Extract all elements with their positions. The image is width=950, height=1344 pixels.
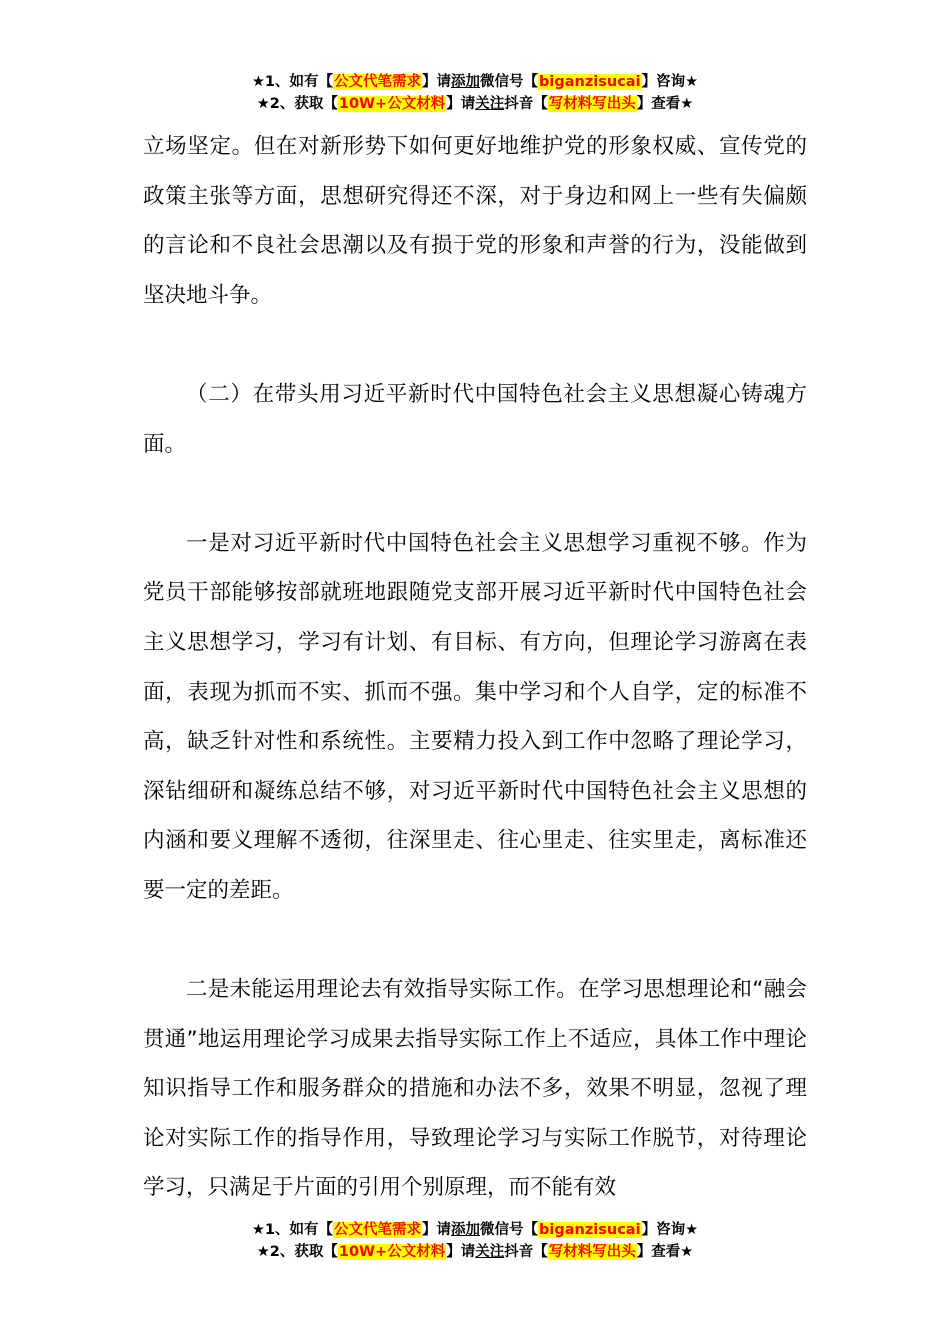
banner-text: 】请 (422, 74, 452, 90)
banner-text: ★2、获取【 (256, 96, 338, 112)
banner-text: ★2、获取【 (256, 1244, 338, 1260)
banner-text: 】查看★ (636, 1244, 694, 1260)
banner-text: ★1、如有【 (251, 1222, 334, 1238)
paragraph-continuation: 立场坚定。但在对新形势下如何更好地维护党的形象权威、宣传党的政策主张等方面，思想研究得还不深，对于身边和网上一些有失偏颇的言论和不良社会思潮以及有损于党的形象和声誉的行为，没能做到坚决地斗争。 (143, 134, 807, 308)
banner-text: 】请 (422, 1222, 452, 1238)
banner-text: ★1、如有【 (251, 74, 334, 90)
banner-text: 】咨询★ (641, 74, 699, 90)
banner-highlight: biganzisucai (539, 74, 641, 90)
banner-text: 】请 (446, 96, 476, 112)
banner-text: 抖音【 (504, 1244, 548, 1260)
banner-text: 微信号【 (480, 1222, 539, 1238)
banner-text: 】查看★ (636, 96, 694, 112)
banner-text: 】咨询★ (641, 1222, 699, 1238)
banner-text: 微信号【 (480, 74, 539, 90)
banner-line-1 (0, 71, 950, 93)
banner-highlight: 10W+公文材料 (338, 1244, 446, 1260)
banner-underline: 关注 (475, 1244, 505, 1260)
banner-highlight: 写材料写出头 (548, 96, 636, 112)
banner-line-1 (0, 1219, 950, 1241)
banner-highlight: biganzisucai (539, 1222, 641, 1238)
banner-underline: 添加 (451, 74, 481, 90)
footer-banner (0, 1219, 950, 1263)
paragraph-point-one: 一是对习近平新时代中国特色社会主义思想学习重视不够。作为党员干部能够按部就班地跟随党支部开展习近平新时代中国特色社会主义思想学习，学习有计划、有目标、有方向，但理论学习游离在表面，表现为抓而不实、抓而不强。集中学习和个人自学，定的标准不高，缺乏针对性和系统性。主要精力投入到工作中忽略了理论学习，深钻细研和凝练总结不够，对习近平新时代中国特色社会主义思想的内涵和要义理解不透彻，往深里走、往心里走、往实里走，离标准还要一定的差距。 (143, 530, 807, 903)
banner-text: 】请 (446, 1244, 476, 1260)
banner-highlight: 10W+公文材料 (338, 96, 446, 112)
banner-underline: 添加 (451, 1222, 481, 1238)
document-body (143, 122, 807, 1213)
banner-highlight: 公文代笔需求 (334, 74, 422, 90)
section-heading: （二）在带头用习近平新时代中国特色社会主义思想凝心铸魂方面。 (143, 381, 807, 457)
banner-underline: 关注 (475, 96, 505, 112)
banner-line-2 (0, 1241, 950, 1263)
banner-highlight: 写材料写出头 (548, 1244, 636, 1260)
header-banner (0, 71, 950, 115)
banner-text: 抖音【 (504, 96, 548, 112)
banner-highlight: 公文代笔需求 (334, 1222, 422, 1238)
paragraph-point-two: 二是未能运用理论去有效指导实际工作。在学习思想理论和“融会贯通”地运用理论学习成果去指导实际工作上不适应，具体工作中理论知识指导工作和服务群众的措施和办法不多，效果不明显，忽视了理论对实际工作的指导作用，导致理论学习与实际工作脱节，对待理论学习，只满足于片面的引用个别原理，而不能有效 (143, 977, 807, 1201)
banner-line-2 (0, 93, 950, 115)
